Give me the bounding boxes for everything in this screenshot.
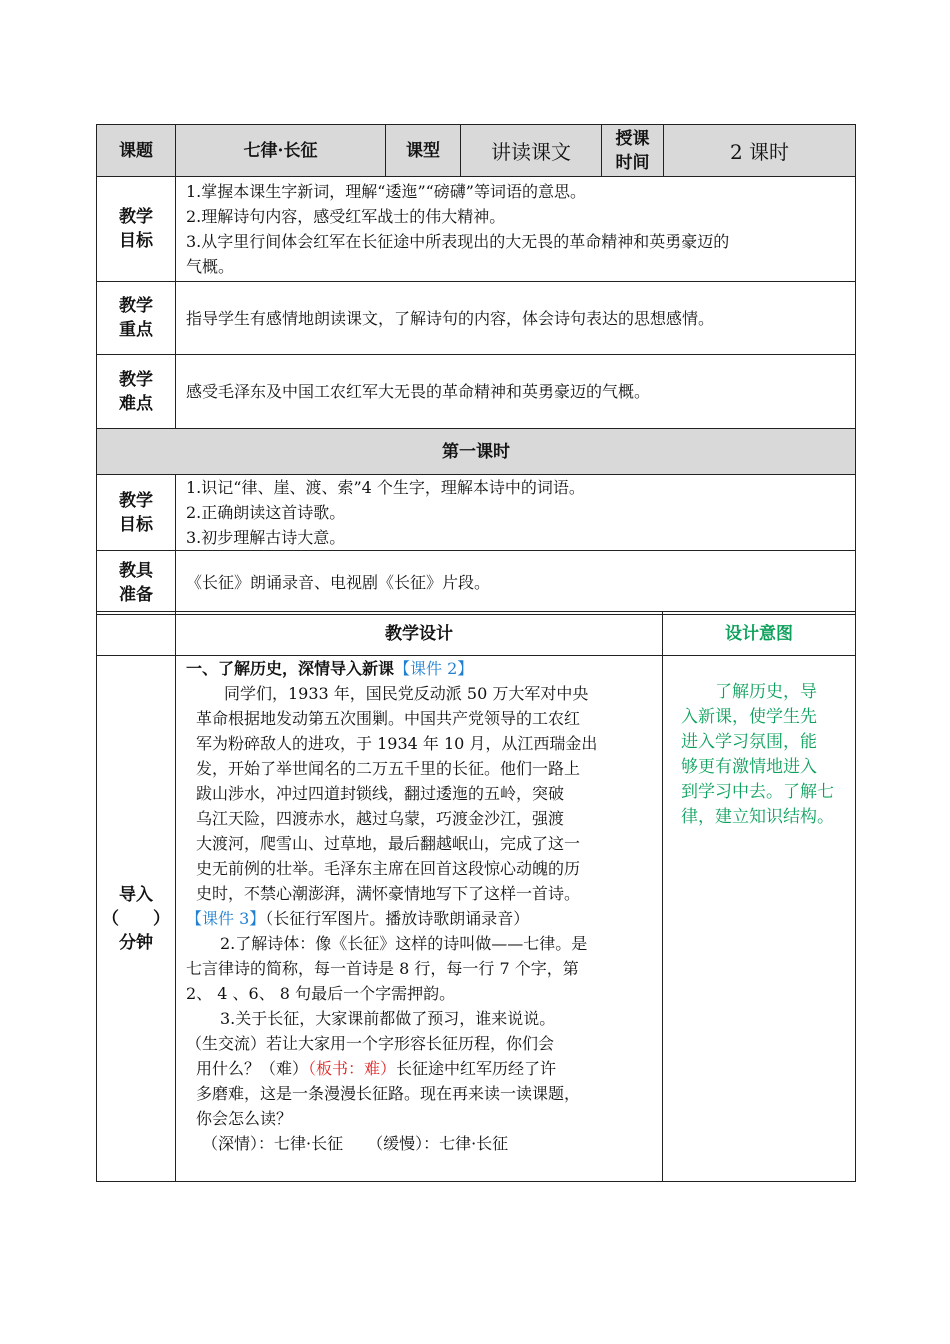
lesson1-title: 第一课时 (97, 429, 856, 475)
design-table (96, 611, 856, 1182)
time-value: 2 课时 (664, 125, 856, 177)
difficulty-row (97, 355, 856, 429)
type-label: 课型 (386, 125, 461, 177)
courseware-3-line: 【课件 3】（长征行军图片。播放诗歌朗诵录音） (186, 909, 530, 928)
design-col-header: 教学设计 (176, 612, 663, 656)
topic-label: 课题 (97, 125, 176, 177)
intro-row (97, 656, 856, 1182)
lesson1-goals-row (97, 475, 856, 551)
goals-text: 1.掌握本课生字新词，理解“逶迤”“磅礴”等词语的意思。 2.理解诗句内容，感受红军战士的伟大精神。 3.从字里行间体会红军在长征途中所表现出的大无畏的革命精神和英勇豪迈的 气概。 (176, 177, 856, 282)
header-row (97, 125, 856, 177)
lesson1-goals-text: 1.识记“律、崖、渡、索”4 个生字，理解本诗中的词语。 2.正确朗读这首诗歌。 3.初步理解古诗大意。 (176, 475, 856, 551)
difficulty-label: 教学 难点 (97, 355, 176, 429)
design-header-row (97, 612, 856, 656)
intro-label: 导入 （ ） 分钟 (97, 656, 176, 1182)
lesson1-goals-label: 教学 目标 (97, 475, 176, 551)
lesson1-tools-text: 《长征》朗诵录音、电视剧《长征》片段。 (176, 551, 856, 615)
intro-content: 一、了解历史，深情导入新课【课件 2】 同学们，1933 年，国民党反动派 50 万大军对中央 革命根据地发动第五次围剿。中国共产党领导的工农红 军为粉碎敌人的进攻，于 1934 年 10 月，从江西瑞金出 发，开始了举世闻名的二万五千里的长征。他们一路上 跋山涉水，冲过四道封锁线，翻过逶迤的五岭，突破 乌江天险，四渡赤水，越过乌蒙，巧渡金沙江，强渡 大渡河，爬雪山、过草地，最后翻越岷山，完成了这一 史无前例的壮举。毛泽东主席在回首这段惊心动魄的历 史时，不禁心潮澎湃，满怀豪情地写下了这样一首诗。 【课件 3】（长征行军图片。播放诗歌朗诵录音） 2.了解诗体：像《长征》这样的诗叫做——七律。是 七言律诗的简称，每一首诗是 8 行，每一行 7 个字，第 2、 4 、6、 8 句最后一个字需押韵。 3.关于长征，大家课前都做了预习，谁来说说。 （生交流）若让大家用一个字形容长征历程，你们会 用什么？（难）（板书：难）长征途中红军历经了许 多磨难，这是一条漫漫长征路。现在再来读一读课题， 你会怎么读？ （深情）：七律·长征 （缓慢）：七律·长征 (176, 656, 663, 1182)
intro-heading: 一、了解历史，深情导入新课【课件 2】 (186, 659, 474, 678)
board-writing: （板书：难） (308, 1059, 397, 1078)
intro-intent: 了解历史，导 入新课，使学生先 进入学习氛围，能 够更有激情地进入 到学习中去。了解七 律，建立知识结构。 (663, 656, 856, 1182)
lesson1-tools-row (97, 551, 856, 615)
type-value: 讲读课文 (461, 125, 602, 177)
time-label: 授课 时间 (602, 125, 664, 177)
lesson-header-table (96, 124, 856, 615)
lesson1-tools-label: 教具 准备 (97, 551, 176, 615)
difficulty-text: 感受毛泽东及中国工农红军大无畏的革命精神和英勇豪迈的气概。 (176, 355, 856, 429)
topic-value: 七律·长征 (176, 125, 386, 177)
focus-label: 教学 重点 (97, 282, 176, 355)
goals-row (97, 177, 856, 282)
intent-col-header: 设计意图 (663, 612, 856, 656)
goals-label: 教学 目标 (97, 177, 176, 282)
lesson1-title-row (97, 429, 856, 475)
focus-row (97, 282, 856, 355)
focus-text: 指导学生有感情地朗读课文，了解诗句的内容，体会诗句表达的思想感情。 (176, 282, 856, 355)
